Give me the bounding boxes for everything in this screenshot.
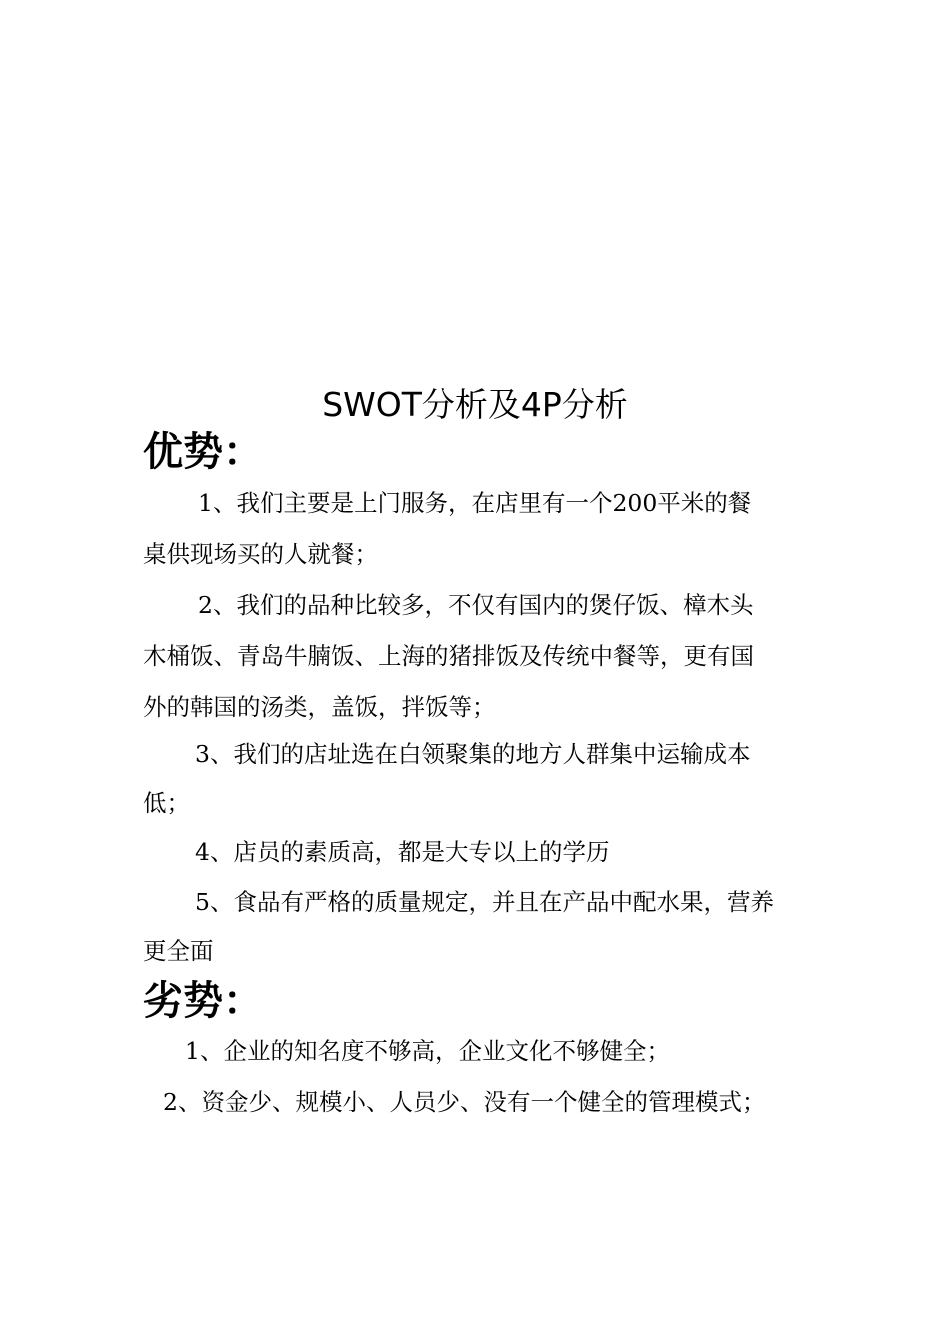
paragraph-line: 3、我们的店址选在白领聚集的地方人群集中运输成本 <box>195 740 751 768</box>
section-heading-strengths: 优势： <box>143 429 263 475</box>
paragraph-line: 1、企业的知名度不够高，企业文化不够健全； <box>185 1037 670 1065</box>
section-heading-weaknesses: 劣势： <box>143 978 263 1024</box>
paragraph-line: 2、我们的品种比较多，不仅有国内的煲仔饭、樟木头 <box>198 591 754 619</box>
paragraph-line: 1、我们主要是上门服务，在店里有一个200平米的餐 <box>198 489 752 517</box>
paragraph-line: 外的韩国的汤类，盖饭，拌饭等； <box>143 693 496 721</box>
paragraph-line: 更全面 <box>143 937 214 965</box>
paragraph-line: 木桶饭、青岛牛腩饭、上海的猪排饭及传统中餐等，更有国 <box>143 642 754 670</box>
paragraph-line: 低； <box>143 789 190 817</box>
paragraph-line: 2、资金少、规模小、人员少、没有一个健全的管理模式； <box>163 1088 766 1116</box>
document-title: SWOT分析及4P分析 <box>322 385 628 424</box>
paragraph-line: 桌供现场买的人就餐； <box>143 540 378 568</box>
paragraph-line: 5、食品有严格的质量规定，并且在产品中配水果，营养 <box>195 888 774 916</box>
paragraph-line: 4、店员的素质高，都是大专以上的学历 <box>195 838 610 866</box>
